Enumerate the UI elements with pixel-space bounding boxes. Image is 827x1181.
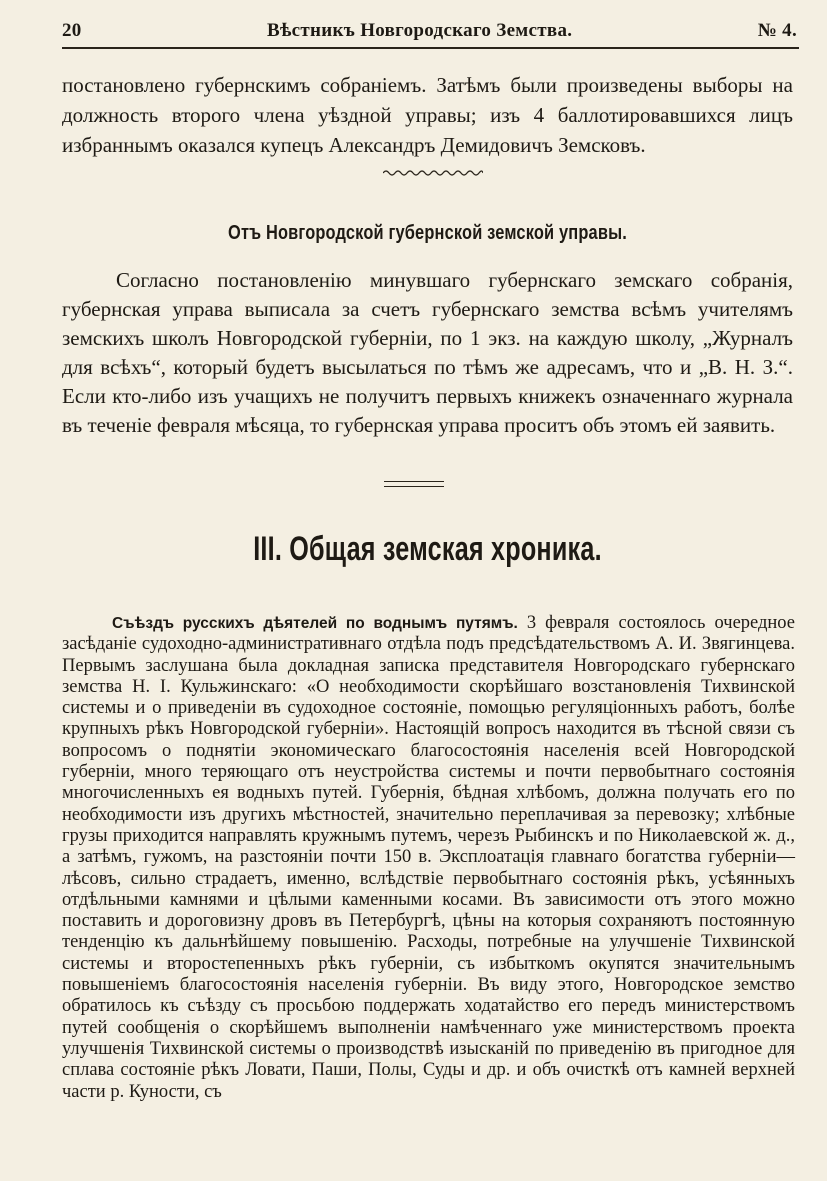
chronicle-article: [62, 613, 795, 1103]
wavy-divider: [383, 168, 483, 178]
page-number: 20: [62, 20, 82, 41]
page-header: [62, 20, 797, 46]
double-rule-divider: [384, 481, 444, 487]
notice-paragraph: Согласно постановленію минувшаго губернскаго земскаго собранія, губернская управа выписала за счетъ губернскаго земства всѣмъ учителямъ земскихъ школъ Новгородской губерніи, по 1 экз. на каждую школу, „Журналъ для всѣхъ“, который будетъ высылаться по тѣмъ же адресамъ, что и „В. Н. З.“. Если кто-либо изъ учащихъ не получитъ первыхъ книжекъ означеннаго журнала въ теченіе февраля мѣсяца, то губернская управа проситъ объ этомъ ей заявить.: [62, 268, 793, 437]
chapter-title: III. Общая земская хроника.: [253, 530, 602, 568]
header-rule: [62, 47, 799, 49]
issue-number: № 4.: [757, 20, 797, 41]
article-heading: Съѣздъ русскихъ дѣятелей по воднымъ путямъ.: [112, 615, 518, 632]
article-body: 3 февраля состоялось очередное засѣданіе судоходно-административнаго отдѣла подъ предсѣдательствомъ А. И. Звягинцева. Первымъ заслушана была докладная записка представителя Новгородскаго губернскаго земства Н. І. Кульжинскаго: «О необходимости скорѣйшаго возстановленія Тихвинской системы и о приведеніи въ судоходное состояніе, помощью регуляціонныхъ работъ, болѣе крупныхъ рѣкъ Новгородской губерніи». Настоящій вопросъ находится въ тѣсной связи съ вопросомъ о поднятіи экономическаго благосостоянія населенія всей Новгородской губерніи, много теряющаго отъ неустройства системы и почти первобытнаго состоянія многочисленныхъ ея водныхъ путей. Губернія, бѣдная хлѣбомъ, должна получать его по необходимости изъ другихъ мѣстностей, значительно переплачивая за перевозку; хлѣбные грузы приходится направлять кружнымъ путемъ, черезъ Рыбинскъ и по Николаевской ж. д., а затѣмъ, гужомъ, на разстояніи почти 150 в. Эксплоатація главнаго богатства губерніи—лѣсовъ, сильно страдаетъ, именно, вслѣдствіе первобытнаго состоянія рѣкъ, усѣянныхъ отдѣльными камнями и цѣлыми каменными косами. Въ зависимости отъ этого можно поставить и дороговизну дровъ въ Петербургѣ, цѣны на которыя сохраняютъ постоянную тенденцію къ дальнѣйшему повышенію. Расходы, потребные на улучшеніе Тихвинской системы и второстепенныхъ рѣкъ губерніи, съ избыткомъ окупятся значительнымъ повышеніемъ благосостоянія населенія губерніи. Въ виду этого, Новгородское земство обратилось къ съѣзду съ просьбою поддержать ходатайство его передъ министерствомъ путей сообщенія о скорѣйшемъ выполненіи намѣченнаго уже министерствомъ проекта улучшенія Тихвинской системы о производствѣ изысканій по приведенію въ пригодное для сплава состояніе рѣкъ Ловати, Паши, Полы, Суды и др. и объ очисткѣ отъ камней верхней части р. Куности, съ: [62, 613, 795, 1102]
notice-section-title: Отъ Новгородской губернской земской управы.: [228, 222, 627, 244]
intro-paragraph: постановлено губернскимъ собраніемъ. Затѣмъ были произведены выборы на должность второго члена уѣздной управы; изъ 4 баллотировавшихся лицъ избраннымъ оказался купецъ Александръ Демидовичъ Земсковъ.: [62, 73, 793, 157]
journal-title: Вѣстникъ Новгородскаго Земства.: [266, 20, 573, 41]
